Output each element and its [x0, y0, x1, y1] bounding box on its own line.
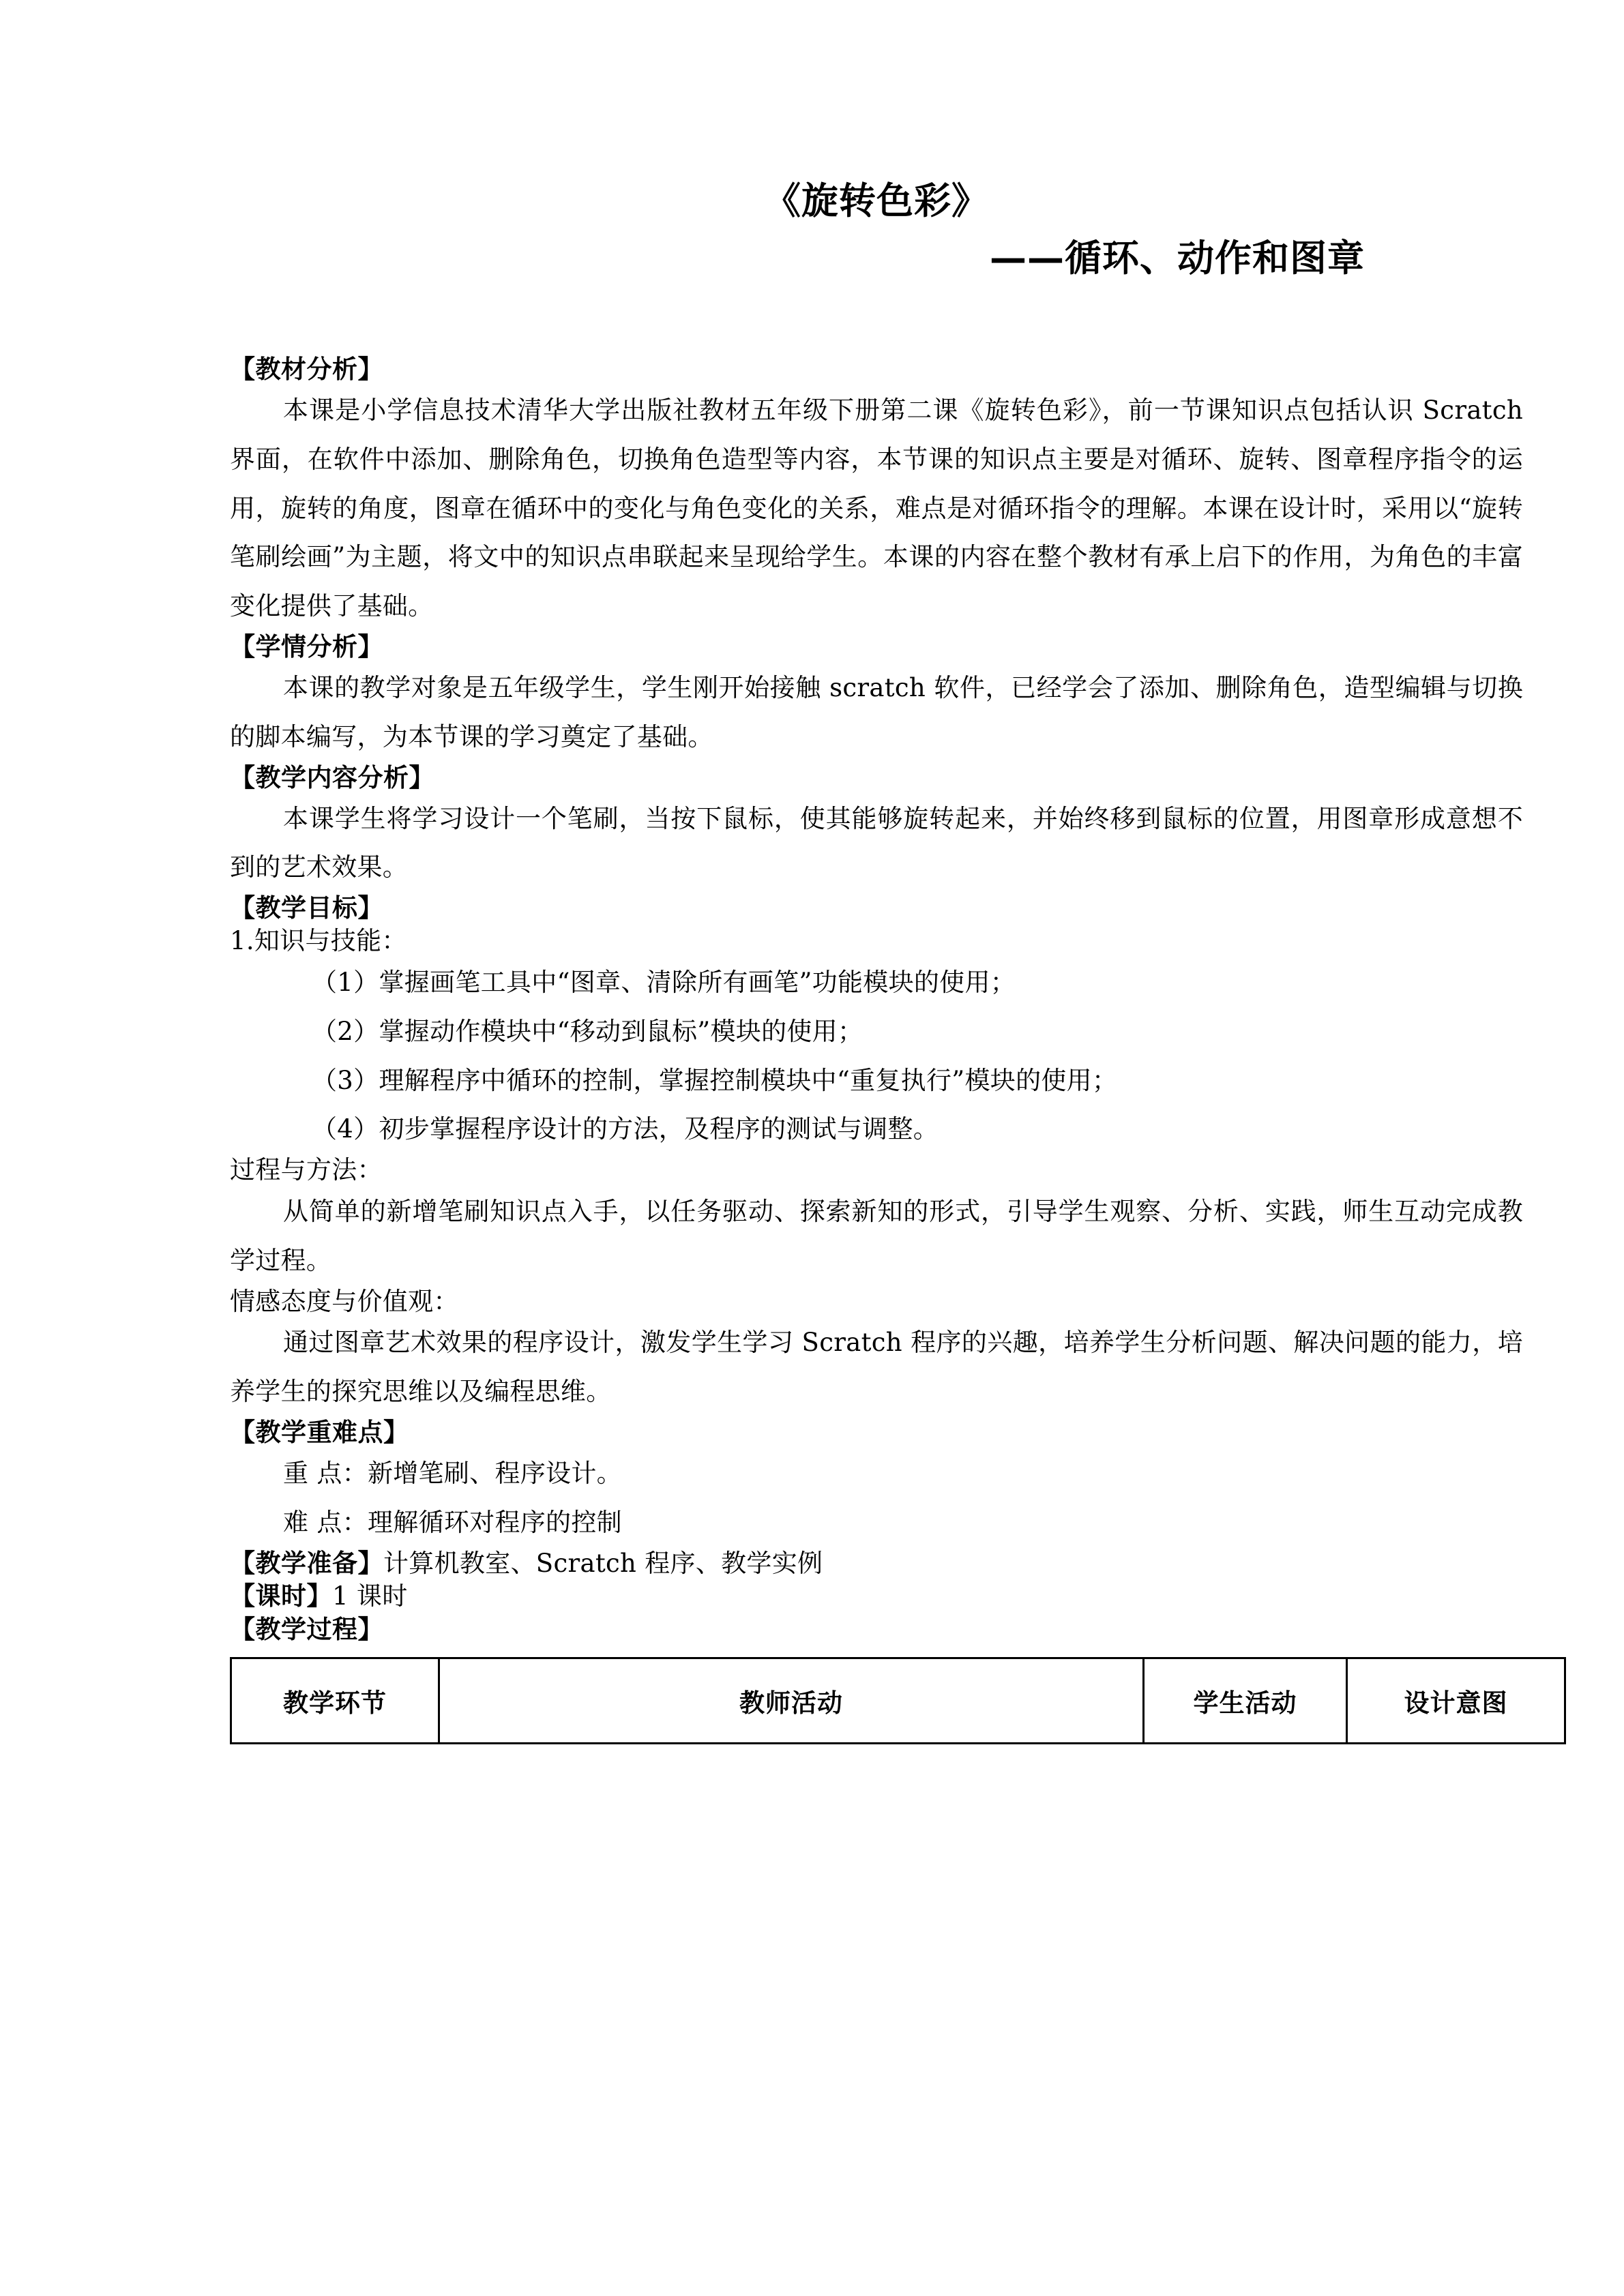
table-header-row — [231, 1658, 1565, 1744]
paragraph-student-analysis: 本课的教学对象是五年级学生，学生刚开始接触 scratch 软件，已经学会了添加、删除角色，造型编辑与切换的脚本编写，为本节课的学习奠定了基础。 — [230, 673, 1523, 751]
document-body — [230, 353, 1523, 1744]
section-heading-preparation: 【教学准备】 — [230, 1548, 383, 1578]
objectives-attitude-text: 通过图章艺术效果的程序设计，激发学生学习 Scratch 程序的兴趣，培养学生分析问题、解决问题的能力，培养学生的探究思维以及编程思维。 — [230, 1328, 1523, 1407]
objectives-process-label: 过程与方法： — [230, 1155, 383, 1185]
section-heading-key-difficulty: 【教学重难点】 — [230, 1417, 409, 1447]
paragraph-material-analysis: 本课是小学信息技术清华大学出版社教材五年级下册第二课《旋转色彩》，前一节课知识点包括认识 Scratch 界面，在软件中添加、删除角色，切换角色造型等内容，本节课的知识点主要是对循环、旋转、图章程序指令的运用，旋转的角度，图章在循环中的变化与角色变化的关系，难点是对循环指令的理解。本课在设计时，采用以“旋转笔刷绘画”为主题，将文中的知识点串联起来呈现给学生。本课的内容在整个教材有承上启下的作用，为角色的丰富变化提供了基础。 — [230, 396, 1523, 621]
objectives-knowledge-item-4: （4）初步掌握程序设计的方法，及程序的测试与调整。 — [312, 1114, 939, 1144]
page-subtitle: ——循环、动作和图章 — [990, 237, 1365, 280]
page-content — [230, 0, 1523, 1744]
section-heading-periods: 【课时】 — [230, 1581, 332, 1611]
table-header-stage: 教学环节 — [231, 1658, 439, 1744]
objectives-process-text: 从简单的新增笔刷知识点入手，以任务驱动、探索新知的形式，引导学生观察、分析、实践，师生互动完成教学过程。 — [230, 1196, 1523, 1275]
difficult-point-line: 难 点：理解循环对程序的控制 — [283, 1507, 622, 1537]
objectives-knowledge-item-2: （2）掌握动作模块中“移动到鼠标”模块的使用； — [312, 1016, 863, 1046]
preparation-text: 计算机教室、Scratch 程序、教学实例 — [383, 1548, 823, 1578]
objectives-knowledge-label: 1.知识与技能： — [230, 926, 407, 956]
objectives-knowledge-item-1: （1）掌握画笔工具中“图章、清除所有画笔”功能模块的使用； — [312, 968, 1016, 998]
key-point-line: 重 点：新增笔刷、程序设计。 — [283, 1458, 622, 1488]
objectives-knowledge-item-3: （3）理解程序中循环的控制，掌握控制模块中“重复执行”模块的使用； — [312, 1065, 1118, 1095]
periods-text: 1 课时 — [332, 1581, 408, 1611]
page-title: 《旋转色彩》 — [764, 179, 989, 222]
section-heading-content-analysis: 【教学内容分析】 — [230, 762, 434, 792]
section-heading-objectives: 【教学目标】 — [230, 893, 383, 923]
table-header-teacher-activity: 教师活动 — [439, 1658, 1144, 1744]
table-header-design-intent: 设计意图 — [1347, 1658, 1565, 1744]
paragraph-content-analysis: 本课学生将学习设计一个笔刷，当按下鼠标，使其能够旋转起来，并始终移到鼠标的位置，用图章形成意想不到的艺术效果。 — [230, 803, 1523, 882]
objectives-attitude-label: 情感态度与价值观： — [230, 1286, 459, 1316]
preparation-line — [230, 1547, 1523, 1581]
table-header-student-activity: 学生活动 — [1144, 1658, 1347, 1744]
teaching-process-table — [230, 1657, 1566, 1744]
title-block — [230, 0, 1523, 280]
periods-line — [230, 1580, 1523, 1613]
section-heading-material-analysis: 【教材分析】 — [230, 355, 383, 384]
section-heading-process: 【教学过程】 — [230, 1615, 383, 1645]
section-heading-student-analysis: 【学情分析】 — [230, 631, 383, 661]
